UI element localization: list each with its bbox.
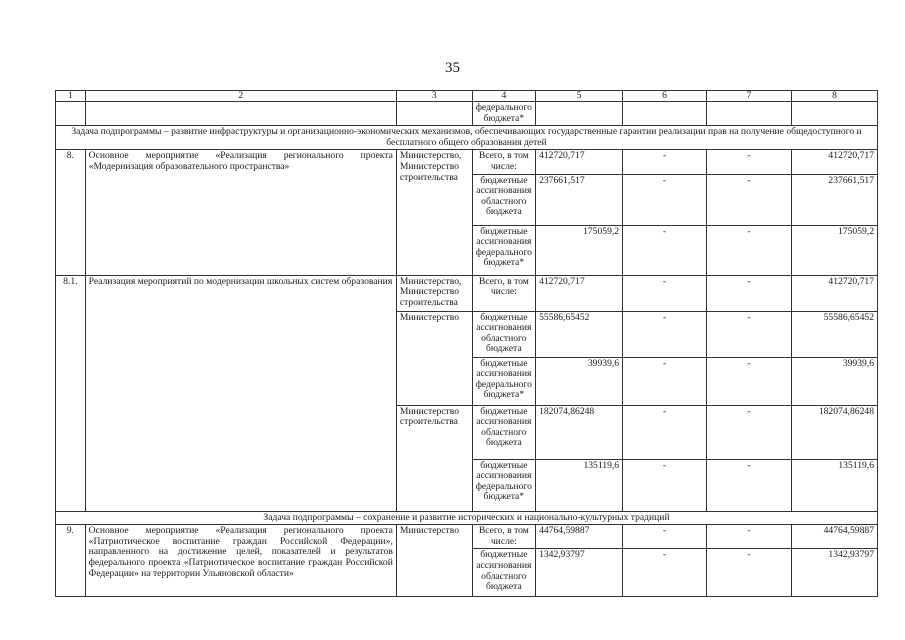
amount: - (623, 459, 707, 511)
amount: 39939,6 (536, 357, 623, 405)
executor: Министерство, Министерство строительства (396, 275, 472, 311)
funding-source: бюджетные ассигнования областного бюджета (472, 405, 535, 459)
amount: 175059,2 (791, 225, 877, 275)
amount: 412720,717 (791, 150, 877, 174)
amount: - (707, 311, 792, 357)
funding-source: бюджетные ассигнования областного бюджета (472, 549, 535, 597)
task-row (56, 126, 878, 150)
row-number: 8. (56, 150, 86, 275)
amount: - (623, 405, 707, 459)
amount: - (707, 549, 792, 597)
amount: 1342,93797 (791, 549, 877, 597)
executor: Министерство, Министерство строительства (396, 150, 472, 275)
amount: 1342,93797 (536, 549, 623, 597)
amount: - (707, 459, 792, 511)
amount: - (623, 174, 707, 225)
row-number: 9. (56, 525, 86, 597)
executor: Министерство (396, 311, 472, 405)
amount: 237661,517 (791, 174, 877, 225)
column-header: 4 (472, 91, 535, 102)
amount: 412720,717 (536, 150, 623, 174)
funding-source: бюджетные ассигнования федерального бюджета* (472, 459, 535, 511)
amount: - (707, 275, 792, 311)
activity-name: Основное мероприятие «Реализация регионального проекта «Модернизация образовательного пространства» (85, 150, 396, 275)
funding-source: федерального бюджета* (472, 102, 535, 126)
amount: 237661,517 (536, 174, 623, 225)
funding-source: бюджетные ассигнования областного бюджета (472, 311, 535, 357)
amount: 182074,86248 (536, 405, 623, 459)
amount: - (707, 525, 792, 549)
column-header: 5 (536, 91, 623, 102)
amount: - (707, 174, 792, 225)
table-row (56, 525, 878, 549)
column-header: 3 (396, 91, 472, 102)
funding-source: бюджетные ассигнования федерального бюджета* (472, 225, 535, 275)
amount: - (623, 150, 707, 174)
amount: - (707, 405, 792, 459)
table-row (56, 150, 878, 174)
column-header: 2 (85, 91, 396, 102)
table-row (56, 275, 878, 311)
table-row (56, 102, 878, 126)
task-heading: Задача подпрограммы – сохранение и развитие исторических и национально-культурных традиций (56, 511, 878, 525)
amount: - (623, 357, 707, 405)
amount: 135119,6 (536, 459, 623, 511)
funding-source: бюджетные ассигнования областного бюджета (472, 174, 535, 225)
funding-source: Всего, в том числе: (472, 150, 535, 174)
page-number: 35 (445, 60, 460, 76)
executor: Министерство строительства (396, 405, 472, 511)
amount: - (623, 311, 707, 357)
funding-source: Всего, в том числе: (472, 525, 535, 549)
amount: 135119,6 (791, 459, 877, 511)
budget-table (55, 90, 878, 597)
amount: 175059,2 (536, 225, 623, 275)
amount: 39939,6 (791, 357, 877, 405)
amount: - (623, 549, 707, 597)
executor: Министерство (396, 525, 472, 597)
column-header: 8 (791, 91, 877, 102)
activity-name: Основное мероприятие «Реализация регионального проекта «Патриотическое воспитание граждан Российской Федерации», направленного на достижение целей, показателей и результатов федерального проекта «Патриотическое воспитание граждан Российской Федерации» на территории Ульяновской области» (85, 525, 396, 597)
row-number: 8.1. (56, 275, 86, 511)
amount: - (623, 275, 707, 311)
column-header: 6 (623, 91, 707, 102)
task-row (56, 511, 878, 525)
funding-source: бюджетные ассигнования федерального бюджета* (472, 357, 535, 405)
amount: - (623, 525, 707, 549)
activity-name: Реализация мероприятий по модернизации школьных систем образования (85, 275, 396, 511)
column-header: 1 (56, 91, 86, 102)
amount: 55586,65452 (536, 311, 623, 357)
column-header: 7 (707, 91, 792, 102)
table-header-row (56, 91, 878, 102)
amount: 55586,65452 (791, 311, 877, 357)
amount: 182074,86248 (791, 405, 877, 459)
amount: 412720,717 (536, 275, 623, 311)
funding-source: Всего, в том числе: (472, 275, 535, 311)
amount: - (707, 150, 792, 174)
task-heading: Задача подпрограммы – развитие инфраструктуры и организационно-экономических механизмов, обеспечивающих государственные гарантии реализации прав на получение общедоступного и бесплатного общего образования детей (56, 126, 878, 150)
amount: - (707, 225, 792, 275)
amount: 412720,717 (791, 275, 877, 311)
amount: 44764,59887 (791, 525, 877, 549)
amount: - (623, 225, 707, 275)
amount: - (707, 357, 792, 405)
amount: 44764,59887 (536, 525, 623, 549)
